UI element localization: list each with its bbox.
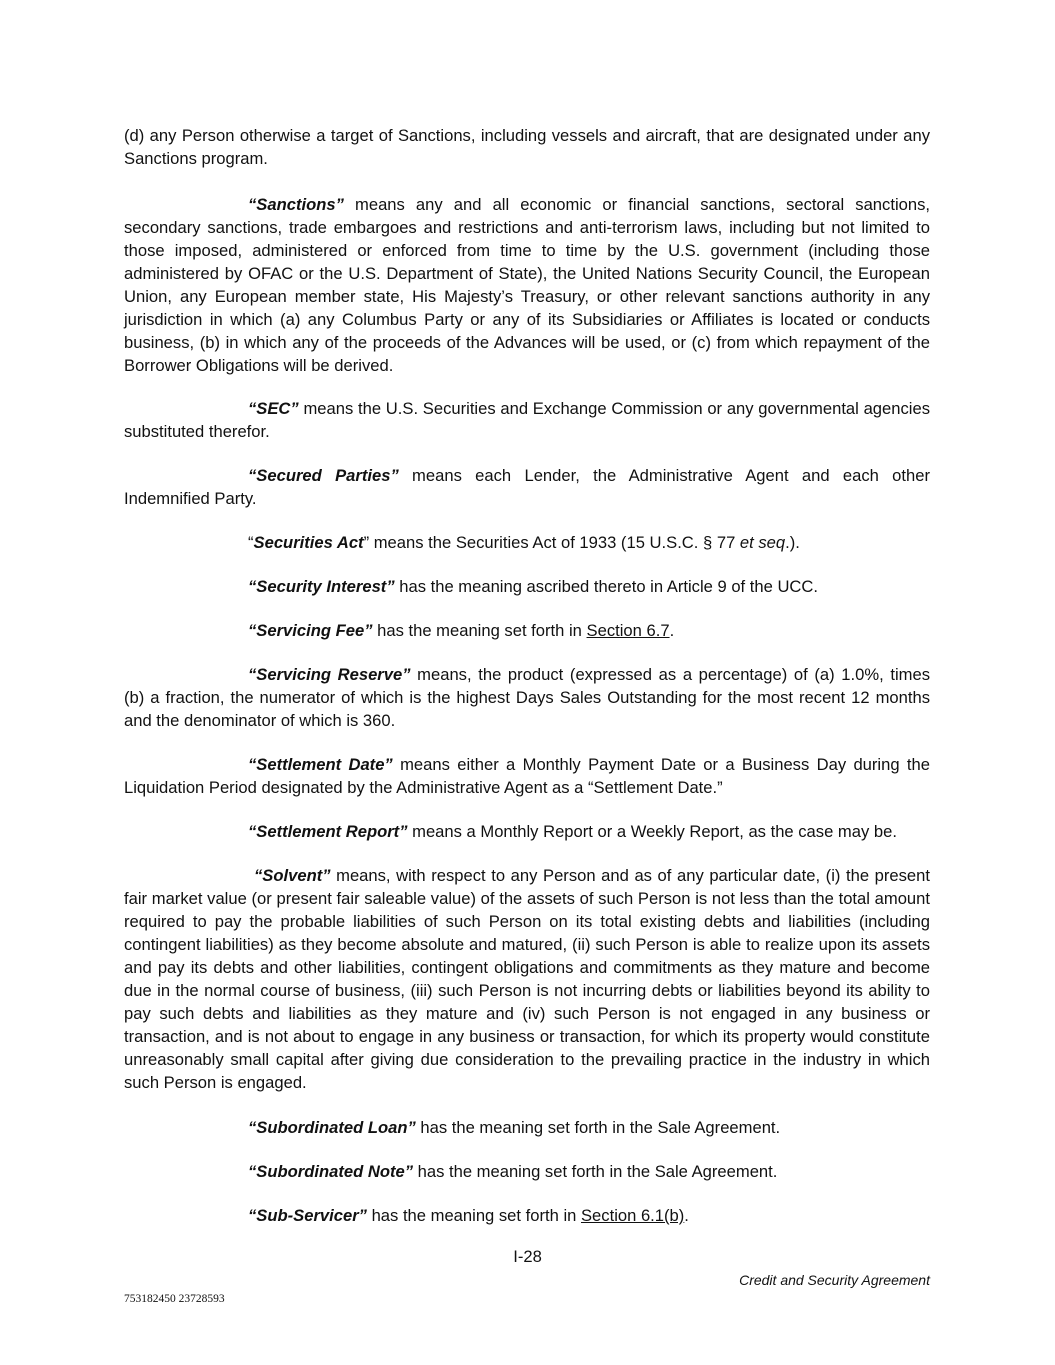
defined-term: Securities Act <box>253 533 364 552</box>
definition-settlement-date <box>124 753 930 799</box>
definition-text: means, with respect to any Person and as of any particular date, (i) the present fair market value (or present fair saleable value) of the assets of such Person is not less than the total amount required to pay the probable liabilities of such Person on its total existing debts and liabilities (including contingent liabilities) as they become absolute and matured, (ii) such Person is able to realize upon its assets and pay its debts and other liabilities, contingent obligations and commitments as they mature and become due in the normal course of business, (iii) such Person is not incurring debts or liabilities beyond its ability to pay such debts and liabilities as they mature and (iv) such Person is not engaged in any business or transaction, and is not about to engage in any business or transaction, for which its property would constitute unreasonably small capital after giving due consideration to the prevailing practice in the industry in which such Person is engaged. <box>124 866 930 1092</box>
definition-sanctions <box>124 193 930 377</box>
definition-secured-parties <box>124 464 930 510</box>
defined-term: “Solvent” <box>254 866 331 885</box>
definition-text: means a Monthly Report or a Weekly Report, as the case may be. <box>407 822 897 841</box>
definition-text: means, the product (expressed as a percentage) of (a) 1.0%, times (b) a fraction, the numerator of which is the highest Days Sales Outstanding for the most recent 12 months and the denominator of which is 360. <box>124 665 931 730</box>
definition-sub-servicer <box>124 1204 930 1227</box>
defined-term: “Servicing Reserve” <box>248 665 411 684</box>
definition-text-end: . <box>684 1206 689 1225</box>
footer-document-title: Credit and Security Agreement <box>739 1272 930 1288</box>
definition-settlement-report <box>124 820 930 843</box>
defined-term: “Secured Parties” <box>248 466 399 485</box>
definition-subordinated-loan <box>124 1116 930 1139</box>
definition-text-end: .). <box>785 533 800 552</box>
definition-text: means any and all economic or financial sanctions, sectoral sanctions, secondary sanctions, trade embargoes and restrictions and anti-terrorism laws, including but not limited to those imposed, administered or enforced from time to time by the U.S. government (including those administered by OFAC or the U.S. Department of State), the United Nations Security Council, the European Union, any European member state, His Majesty’s Treasury, or other relevant sanctions authority in any jurisdiction in which (a) any Columbus Party or any of its Subsidiaries or Affiliates is located or conducts business, (b) in which any of the proceeds of the Advances will be used, or (c) from which repayment of the Borrower Obligations will be derived. <box>124 195 930 375</box>
open-quote: “ <box>248 533 254 552</box>
definition-italic-text: et seq <box>739 533 786 552</box>
definition-text: has the meaning set forth in the Sale Agreement. <box>415 1118 781 1137</box>
definition-sec <box>124 397 930 443</box>
definition-securities-act <box>124 531 930 554</box>
defined-term: “Settlement Date” <box>248 755 393 774</box>
definition-security-interest <box>124 575 930 598</box>
definition-text: means either a Monthly Payment Date or a Business Day during the Liquidation Period designated by the Administrative Agent as a “Settlement Date.” <box>124 755 930 797</box>
defined-term: “Sub-Servicer” <box>248 1206 367 1225</box>
defined-term: “Settlement Report” <box>248 822 408 841</box>
defined-term: “Subordinated Note” <box>248 1162 414 1181</box>
defined-term: “Security Interest” <box>248 577 395 596</box>
definition-text-end: . <box>669 621 675 640</box>
definition-solvent <box>124 864 930 1094</box>
definition-text: has the meaning ascribed thereto in Article 9 of the UCC. <box>394 577 819 596</box>
paragraph-sanctions-continued <box>124 124 930 170</box>
definition-servicing-reserve <box>124 663 930 732</box>
definition-text: has the meaning set forth in <box>366 1206 581 1225</box>
footer-document-id: 753182450 23728593 <box>124 1293 225 1305</box>
page-number: I-28 <box>513 1247 542 1266</box>
defined-term: “Servicing Fee” <box>248 621 373 640</box>
definition-subordinated-note <box>124 1160 930 1183</box>
section-reference-link[interactable]: Section 6.7 <box>586 621 670 640</box>
definition-text: has the meaning set forth in <box>372 621 587 640</box>
section-reference-link[interactable]: Section 6.1(b) <box>580 1206 685 1225</box>
paragraph-text: (d) any Person otherwise a target of Sanctions, including vessels and aircraft, that are designated under any Sanctions program. <box>124 126 930 168</box>
definition-text: ” means the Securities Act of 1933 (15 U.S.C. § 77 <box>363 533 740 552</box>
definition-servicing-fee <box>124 619 930 642</box>
definition-text: means each Lender, the Administrative Agent and each other Indemnified Party. <box>124 466 930 508</box>
defined-term: “Subordinated Loan” <box>248 1118 416 1137</box>
defined-term: “Sanctions” <box>248 195 344 214</box>
definition-text: means the U.S. Securities and Exchange Commission or any governmental agencies substituted therefor. <box>124 399 930 441</box>
defined-term: “SEC” <box>248 399 299 418</box>
definition-text: has the meaning set forth in the Sale Agreement. <box>413 1162 778 1181</box>
